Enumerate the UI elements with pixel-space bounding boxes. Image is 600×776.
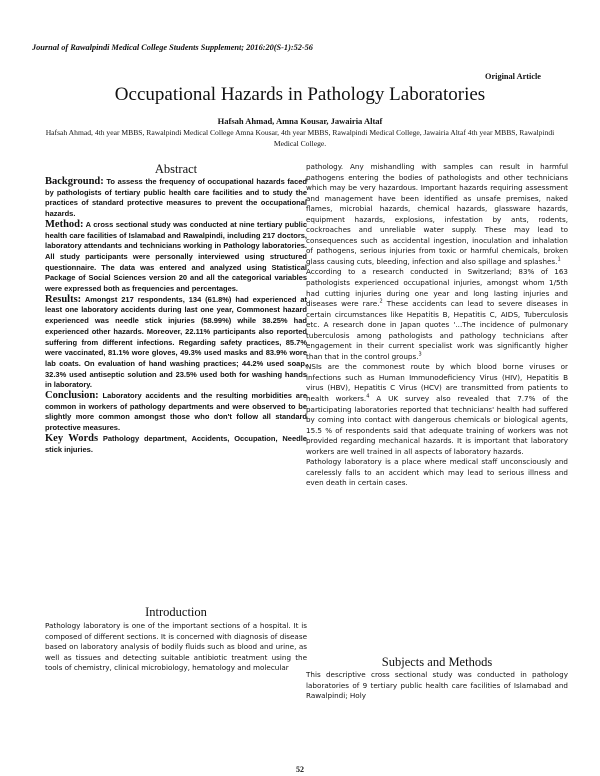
paragraph-hazards: pathology. Any mishandling with samples can result in harmful pathogens entering the bodies of pathologists and other technicians which may be very hazardous. Important hazards requiring assessment and management have been identified as unsafe premises, naked flames, microbial hazards, chemical hazards, glassware hazards, equipment hazards, explosions, infestation by ants, rodents, cockroaches and unreliable water supply. These may lead to consequences such as accidental ingestion, inoculation and inhalation of pathogens, serious injuries from toxic or harmful chemicals, broken glass causing cuts, bleeding, infection and also spillage and splashes.$^1$	[306, 162, 568, 266]
paragraph-nsi: NSIs are the commonest route by which blood borne viruses or infections such as Human Immunodeficiency Virus (HIV), Hepatitis B virus (HBV), Hepatitis C Virus (HCV) are transmitted from patients to health workers.$^4$ A UK survey also revealed that 7.7% of the participating laboratories reported that technicians' health had suffered by coming into contact with dangerous chemicals or biological agents, 15.5 % of respondents said that adequate training of workers was not provided regarding mechanical hazards. It is important that laboratory workers are well trained in all aspects of laboratory hazards.	[306, 362, 568, 456]
citation-ref: 3	[418, 351, 422, 358]
introduction-text: Pathology laboratory is one of the important sections of a hospital. It is composed of different sections. It is concerned with diagnosis of disease based on laboratory analysis of bodily fluids such as blood and urine, as well as tissues and detecting suitable antibiotic treatment using the tools of chemistry, clinical microbiology, hematology and molecular	[45, 621, 307, 673]
subjects-methods-text: This descriptive cross sectional study was conducted in pathology laboratories of 9 tertiary public health care facilities of Islamabad and Rawalpindi; Holy	[306, 670, 568, 701]
abstract-method	[45, 220, 307, 295]
keywords-label: Key Words	[45, 432, 99, 444]
abstract-keywords	[45, 434, 307, 455]
abstract-heading: Abstract	[154, 162, 198, 176]
introduction-heading: Introduction	[145, 605, 207, 619]
citation-ref: 1	[557, 256, 561, 263]
abstract-conclusion	[45, 391, 307, 434]
conclusion-text: Laboratory accidents and the resulting morbidities are common in workers of pathology departments and were observed to be slightly more common amongst those who don't follow all standard protective measures.	[45, 391, 307, 433]
paragraph-research: According to a research conducted in Switzerland; 83% of 163 pathologists experienced occupational injuries, amongst whom 1/5th had cutting injuries during one year and long lasting injuries and diseases were rare.$^2$ These accidents can lead to severe diseases in certain circumstances like Hepatitis B, Hepatitis C, AIDS, Tuberculosis etc. A research done in Japan quotes '...The incidence of pulmonary tuberculosis among pathologists and pathology technicians after engagement in their current specialist work was significantly higher than that in the control groups.$^3$	[306, 267, 568, 361]
page-number: 52	[296, 765, 304, 774]
authors: Hafsah Ahmad, Amna Kousar, Jawairia Altaf	[217, 116, 383, 126]
subjects-methods-heading: Subjects and Methods	[381, 655, 493, 669]
background-label: Background:	[45, 176, 104, 187]
abstract-results	[45, 295, 307, 391]
conclusion-label: Conclusion:	[45, 390, 99, 402]
abstract-background	[45, 177, 307, 220]
right-column-body	[306, 162, 568, 489]
results-text: Amongst 217 respondents, 134 (61.8%) had experienced at least one laboratory accidents during last one year, Commonest hazard experienced was needle stick injuries (58.99%) while 38.25% had experienced other hazards. Moreover, 22.11% participants also reported suffering from different infections. Regarding safety practices, 85.7% were vaccinated, 81.1% wore gloves, 49.3% used masks and 83.9% wore lab coats. On evaluation of hand washing practices; 44.2% used soap, 32.3% used antiseptic solution and 23.5% used both for washing hands in laboratory.	[45, 294, 307, 390]
abstract-body	[45, 177, 307, 455]
article-type: Original Article	[485, 72, 541, 81]
method-text: A cross sectional study was conducted at nine tertiary public health care facilities of Islamabad and Rawalpindi, including 217 doctors, laboratory attendants and technicians working in Pathology laboratories. All study participants were personally interviewed using structured questionnaire. The data was entered and analyzed using Statistical Package of Social Sciences version 20 and all the categorical variables were expressed both as frequencies and percentages.	[45, 219, 307, 294]
results-label: Results:	[45, 293, 82, 305]
article-title: Occupational Hazards in Pathology Laboratories	[114, 84, 486, 105]
journal-citation: Journal of Rawalpindi Medical College Students Supplement; 2016:20(S-1):52-56	[32, 43, 313, 52]
affiliations: Hafsah Ahmad, 4th year MBBS, Rawalpindi Medical College Amna Kousar, 4th year MBBS, Rawalpindi Medical College, Jawairia Altaf 4th year MBBS, Rawalpindi Medical College.	[45, 128, 555, 148]
background-text: To assess the frequency of occupational hazards faced by pathologists of tertiary public health care facilities and to study the practices of standard protective measures to prevent the occupational hazards.	[45, 177, 307, 219]
paragraph-laboratory: Pathology laboratory is a place where medical staff unconsciously and carelessly falls to an accident which may lead to serious illness and even death in certain cases.	[306, 457, 568, 488]
citation-ref: 4	[366, 393, 370, 400]
keywords-text: Pathology department, Accidents, Occupation, Needle stick injuries.	[45, 433, 307, 454]
citation-ref: 2	[379, 298, 383, 305]
method-label: Method:	[45, 218, 84, 230]
